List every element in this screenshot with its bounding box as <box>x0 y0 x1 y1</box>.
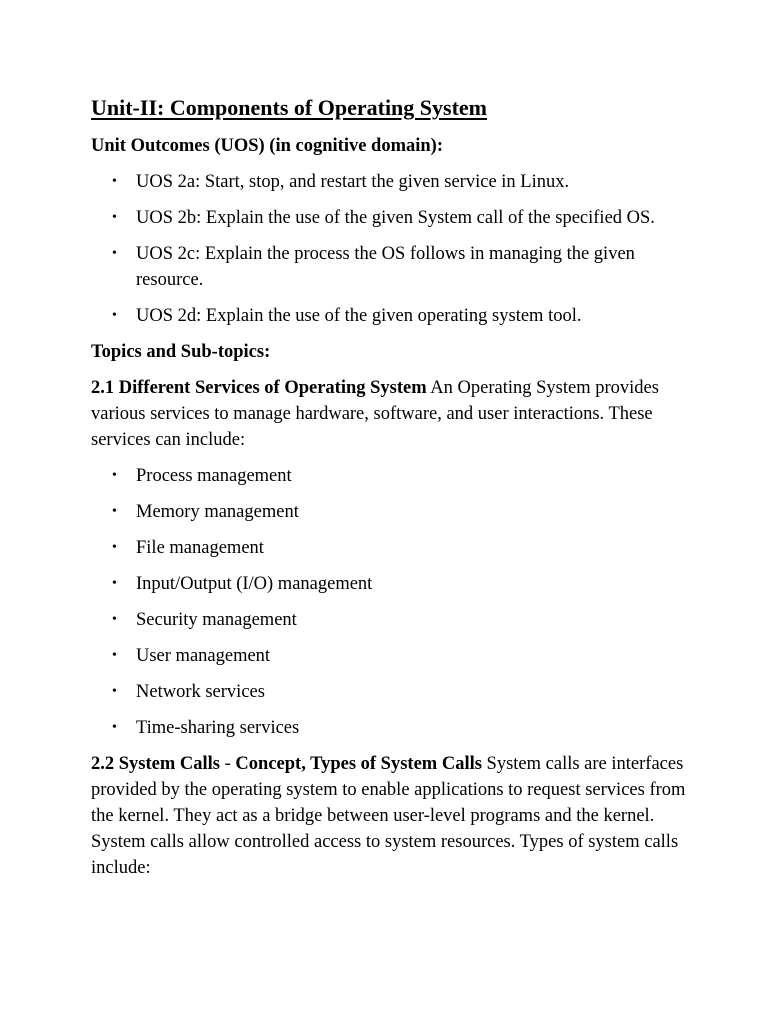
bullet-icon: • <box>112 504 117 519</box>
bullet-icon: • <box>112 210 117 225</box>
list-item <box>91 535 691 561</box>
section-2-2-heading-part1: 2.2 System Calls <box>91 754 220 774</box>
section-2-1-heading: 2.1 Different Services of Operating System <box>91 378 427 398</box>
service-text: Process management <box>136 466 292 486</box>
list-item <box>91 679 691 705</box>
section-2-2-paragraph <box>91 751 691 881</box>
bullet-icon: • <box>112 540 117 555</box>
section-2-1-paragraph <box>91 375 691 453</box>
document-page <box>91 92 691 891</box>
service-text: User management <box>136 646 271 666</box>
section-2-2-heading-separator: - <box>220 754 236 774</box>
outcome-text: UOS 2b: Explain the use of the given System call of the specified OS. <box>136 208 655 228</box>
section-2-2-text: System calls are interfaces provided by the operating system to enable applications to request services from the kernel. They act as a bridge between user-level programs and the kernel. System calls allow controlled access to system resources. Types of system calls include: <box>91 754 686 878</box>
list-item <box>91 571 691 597</box>
service-text: Security management <box>136 610 297 630</box>
section-2-1-text: An Operating System provides various services to manage hardware, software, and user interactions. These services can include: <box>91 378 659 450</box>
list-item <box>91 643 691 669</box>
outcome-text: UOS 2d: Explain the use of the given operating system tool. <box>136 306 582 326</box>
list-item <box>91 241 691 293</box>
list-item <box>91 715 691 741</box>
services-list <box>91 463 691 741</box>
outcome-text: UOS 2a: Start, stop, and restart the given service in Linux. <box>136 172 570 192</box>
outcome-text: UOS 2c: Explain the process the OS follows in managing the given resource. <box>136 244 635 290</box>
outcomes-heading: Unit Outcomes (UOS) (in cognitive domain): <box>91 136 443 156</box>
list-item <box>91 607 691 633</box>
service-text: Network services <box>136 682 265 702</box>
list-item <box>91 463 691 489</box>
bullet-icon: • <box>112 308 117 323</box>
bullet-icon: • <box>112 246 117 261</box>
bullet-icon: • <box>112 648 117 663</box>
list-item <box>91 205 691 231</box>
list-item <box>91 303 691 329</box>
bullet-icon: • <box>112 612 117 627</box>
page-title: Unit-II: Components of Operating System <box>91 95 487 120</box>
outcomes-list <box>91 169 691 329</box>
service-text: Input/Output (I/O) management <box>136 574 373 594</box>
bullet-icon: • <box>112 468 117 483</box>
service-text: Memory management <box>136 502 299 522</box>
topics-heading: Topics and Sub-topics: <box>91 342 271 362</box>
service-text: File management <box>136 538 264 558</box>
section-2-2-heading-part2: Concept, Types of System Calls <box>235 754 482 774</box>
list-item <box>91 499 691 525</box>
bullet-icon: • <box>112 720 117 735</box>
list-item <box>91 169 691 195</box>
service-text: Time-sharing services <box>136 718 300 738</box>
bullet-icon: • <box>112 174 117 189</box>
bullet-icon: • <box>112 576 117 591</box>
bullet-icon: • <box>112 684 117 699</box>
